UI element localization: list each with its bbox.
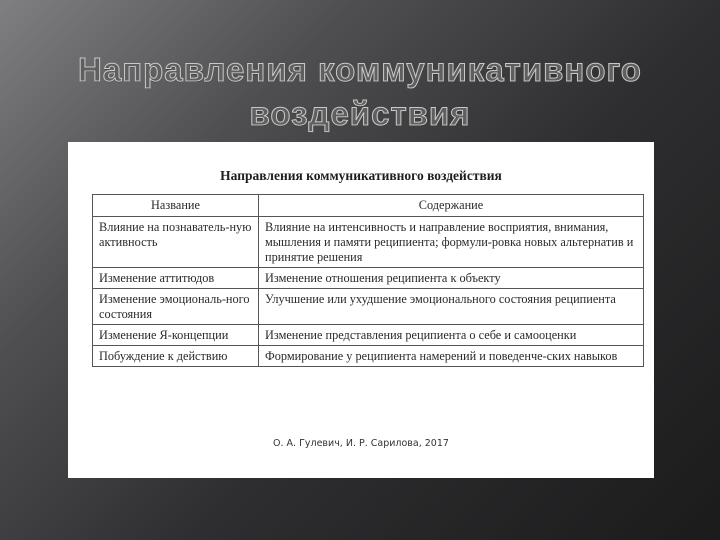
- row-content-cell: Влияние на интенсивность и направление восприятия, внимания, мышления и памяти реципиента; формули-ровка новых альтернатив и принятие решения: [259, 217, 644, 268]
- table-row: [93, 346, 644, 367]
- table-figure: [68, 142, 654, 478]
- row-name-cell: Влияние на познаватель-ную активность: [93, 217, 259, 268]
- column-header-name: Название: [93, 195, 259, 217]
- table-row: [93, 217, 644, 268]
- slide-title-line-1: Направления коммуникативного: [78, 51, 642, 89]
- source-caption: О. А. Гулевич, И. Р. Сарилова, 2017: [273, 438, 449, 449]
- row-name-cell: Изменение аттитюдов: [93, 268, 259, 289]
- row-name-cell: Побуждение к действию: [93, 346, 259, 367]
- slide-title: [0, 48, 720, 136]
- table-row: [93, 268, 644, 289]
- table-heading: Направления коммуникативного воздействия: [220, 168, 502, 183]
- table-row: [93, 325, 644, 346]
- row-content-cell: Изменение представления реципиента о себе и самооценки: [259, 325, 644, 346]
- row-name-cell: Изменение эмоциональ-ного состояния: [93, 289, 259, 325]
- row-name-cell: Изменение Я-концепции: [93, 325, 259, 346]
- table-header-row: [93, 195, 644, 217]
- row-content-cell: Изменение отношения реципиента к объекту: [259, 268, 644, 289]
- row-content-cell: Формирование у реципиента намерений и поведенче-ских навыков: [259, 346, 644, 367]
- table-row: [93, 289, 644, 325]
- column-header-content: Содержание: [259, 195, 644, 217]
- directions-table: [92, 194, 644, 367]
- row-content-cell: Улучшение или ухудшение эмоционального состояния реципиента: [259, 289, 644, 325]
- slide-title-line-2: воздействия: [249, 95, 471, 133]
